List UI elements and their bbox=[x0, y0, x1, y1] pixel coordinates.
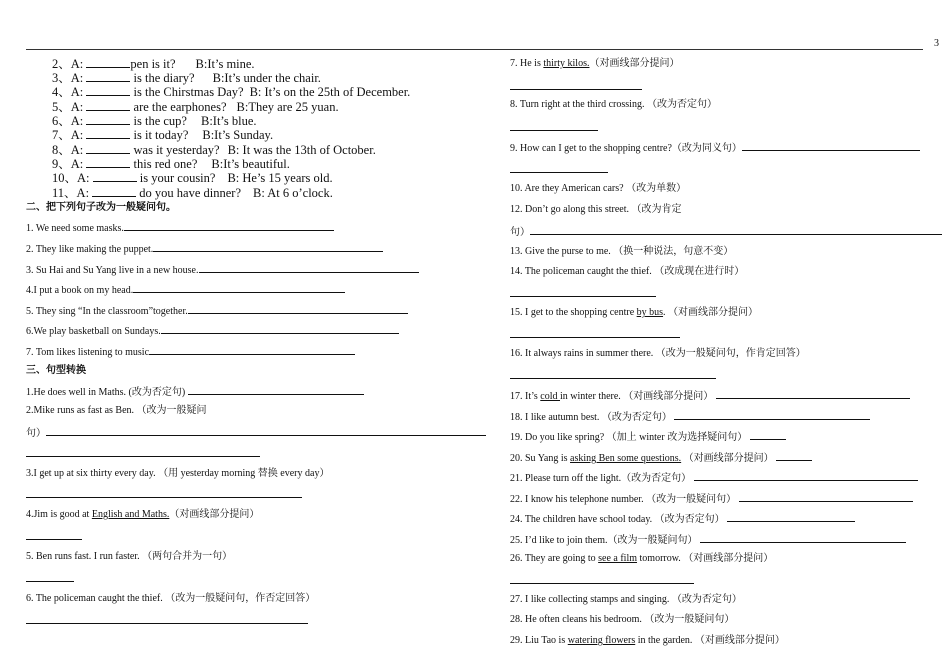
answer-line bbox=[26, 581, 74, 582]
exercise-item: 3. Su Hai and Su Yang live in a new house. bbox=[26, 262, 419, 278]
dialogue-item: 8、A: was it yesterday? B: It was the 13th of October. bbox=[52, 143, 376, 157]
exercise-item: 18. I like autumn best. （改为否定句） bbox=[510, 409, 870, 425]
section3-heading: 三、句型转换 bbox=[26, 365, 86, 376]
exercise-item: 10. Are they American cars? （改为单数） bbox=[510, 183, 687, 194]
answer-line bbox=[510, 378, 716, 379]
exercise-item: 22. I know his telephone number. （改为一般疑问句） bbox=[510, 491, 913, 507]
dialogue-item: 11、A: do you have dinner? B: At 6 o’clock. bbox=[52, 186, 333, 200]
exercise-item: 4.I put a book on my head. bbox=[26, 282, 345, 298]
page-number: 3 bbox=[934, 38, 939, 49]
dialogue-item: 4、A: is the Chirstmas Day? B: It’s on the 25th of December. bbox=[52, 85, 411, 99]
dialogue-item: 2、A: pen is it? B:It’s mine. bbox=[52, 57, 255, 71]
exercise-item: 27. I like collecting stamps and singing. （改为否定句） bbox=[510, 594, 742, 605]
dialogue-item: 6、A: is the cup? B:It’s blue. bbox=[52, 114, 257, 128]
exercise-item: 25. I’d like to join them.（改为一般疑问句） bbox=[510, 532, 906, 548]
answer-line bbox=[510, 583, 694, 584]
exercise-item: 26. They are going to see a film tomorrow. （对画线部分提问） bbox=[510, 553, 774, 564]
exercise-item: 20. Su Yang is asking Ben some questions. （对画线部分提问） bbox=[510, 450, 812, 466]
answer-line bbox=[510, 89, 642, 90]
dialogue-item: 3、A: is the diary? B:It’s under the chair. bbox=[52, 71, 321, 85]
exercise-item: 4.Jim is good at English and Maths.（对画线部分提问） bbox=[26, 509, 260, 520]
header-rule bbox=[26, 49, 923, 50]
exercise-item: 19. Do you like spring? （加上 winter 改为选择疑问句） bbox=[510, 429, 786, 445]
exercise-item: 5. They sing “In the classroom”together. bbox=[26, 303, 408, 319]
exercise-item: 21. Please turn off the light.（改为否定句） bbox=[510, 470, 918, 486]
dialogue-item: 7、A: is it today? B:It’s Sunday. bbox=[52, 128, 274, 142]
exercise-item: 7. Tom likes listening to music bbox=[26, 344, 355, 360]
exercise-item: 2. They like making the puppet. bbox=[26, 241, 383, 257]
exercise-item: 3.I get up at six thirty every day. （用 yesterday morning 替换 every day） bbox=[26, 468, 330, 479]
exercise-item: 1. We need some masks. bbox=[26, 220, 334, 236]
exercise-item: 17. It’s cold in winter there. （对画线部分提问） bbox=[510, 388, 910, 404]
exercise-item: 15. I get to the shopping centre by bus. （对画线部分提问） bbox=[510, 307, 759, 318]
exercise-item: 14. The policeman caught the thief. （改成现在进行时） bbox=[510, 266, 745, 277]
answer-line bbox=[26, 623, 308, 624]
exercise-item: 13. Give the purse to me. （换一种说法，句意不变） bbox=[510, 246, 734, 257]
dialogue-item: 10、A: is your cousin? B: He’s 15 years old. bbox=[52, 171, 333, 185]
dialogue-item: 9、A: this red one? B:It’s beautiful. bbox=[52, 157, 290, 171]
answer-line bbox=[510, 130, 598, 131]
exercise-item: 5. Ben runs fast. I run faster. （两句合并为一句） bbox=[26, 551, 233, 562]
exercise-item: 1.He does well in Maths. (改为否定句) bbox=[26, 384, 364, 400]
exercise-item: 9. How can I get to the shopping centre?（改为同义句） bbox=[510, 140, 920, 156]
dialogue-item: 5、A: are the earphones? B:They are 25 yuan. bbox=[52, 100, 339, 114]
answer-line bbox=[510, 337, 680, 338]
answer-line bbox=[510, 172, 608, 173]
exercise-item: 6. The policeman caught the thief. （改为一般疑问句，作否定回答） bbox=[26, 593, 316, 604]
exercise-item: 16. It always rains in summer there. （改为一般疑问句，作肯定回答） bbox=[510, 348, 806, 359]
exercise-item: 8. Turn right at the third crossing. （改为否定句） bbox=[510, 99, 717, 110]
answer-line bbox=[26, 539, 82, 540]
exercise-item: 2.Mike runs as fast as Ben. （改为一般疑问 bbox=[26, 405, 207, 416]
answer-line bbox=[510, 296, 656, 297]
answer-line bbox=[26, 456, 260, 457]
exercise-item: 句） bbox=[510, 224, 942, 240]
exercise-item: 12. Don’t go along this street. （改为肯定 bbox=[510, 204, 682, 215]
exercise-item: 7. He is thirty kilos.（对画线部分提问） bbox=[510, 58, 680, 69]
exercise-item: 28. He often cleans his bedroom. （改为一般疑问句） bbox=[510, 614, 735, 625]
section2-heading: 二、把下列句子改为一般疑问句。 bbox=[26, 202, 176, 213]
exercise-item: 24. The children have school today. （改为否定句） bbox=[510, 511, 855, 527]
exercise-item: 句） bbox=[26, 425, 486, 441]
exercise-item: 6.We play basketball on Sundays. bbox=[26, 323, 399, 339]
exercise-item: 29. Liu Tao is watering flowers in the garden. （对画线部分提问） bbox=[510, 635, 785, 646]
answer-line bbox=[26, 497, 302, 498]
